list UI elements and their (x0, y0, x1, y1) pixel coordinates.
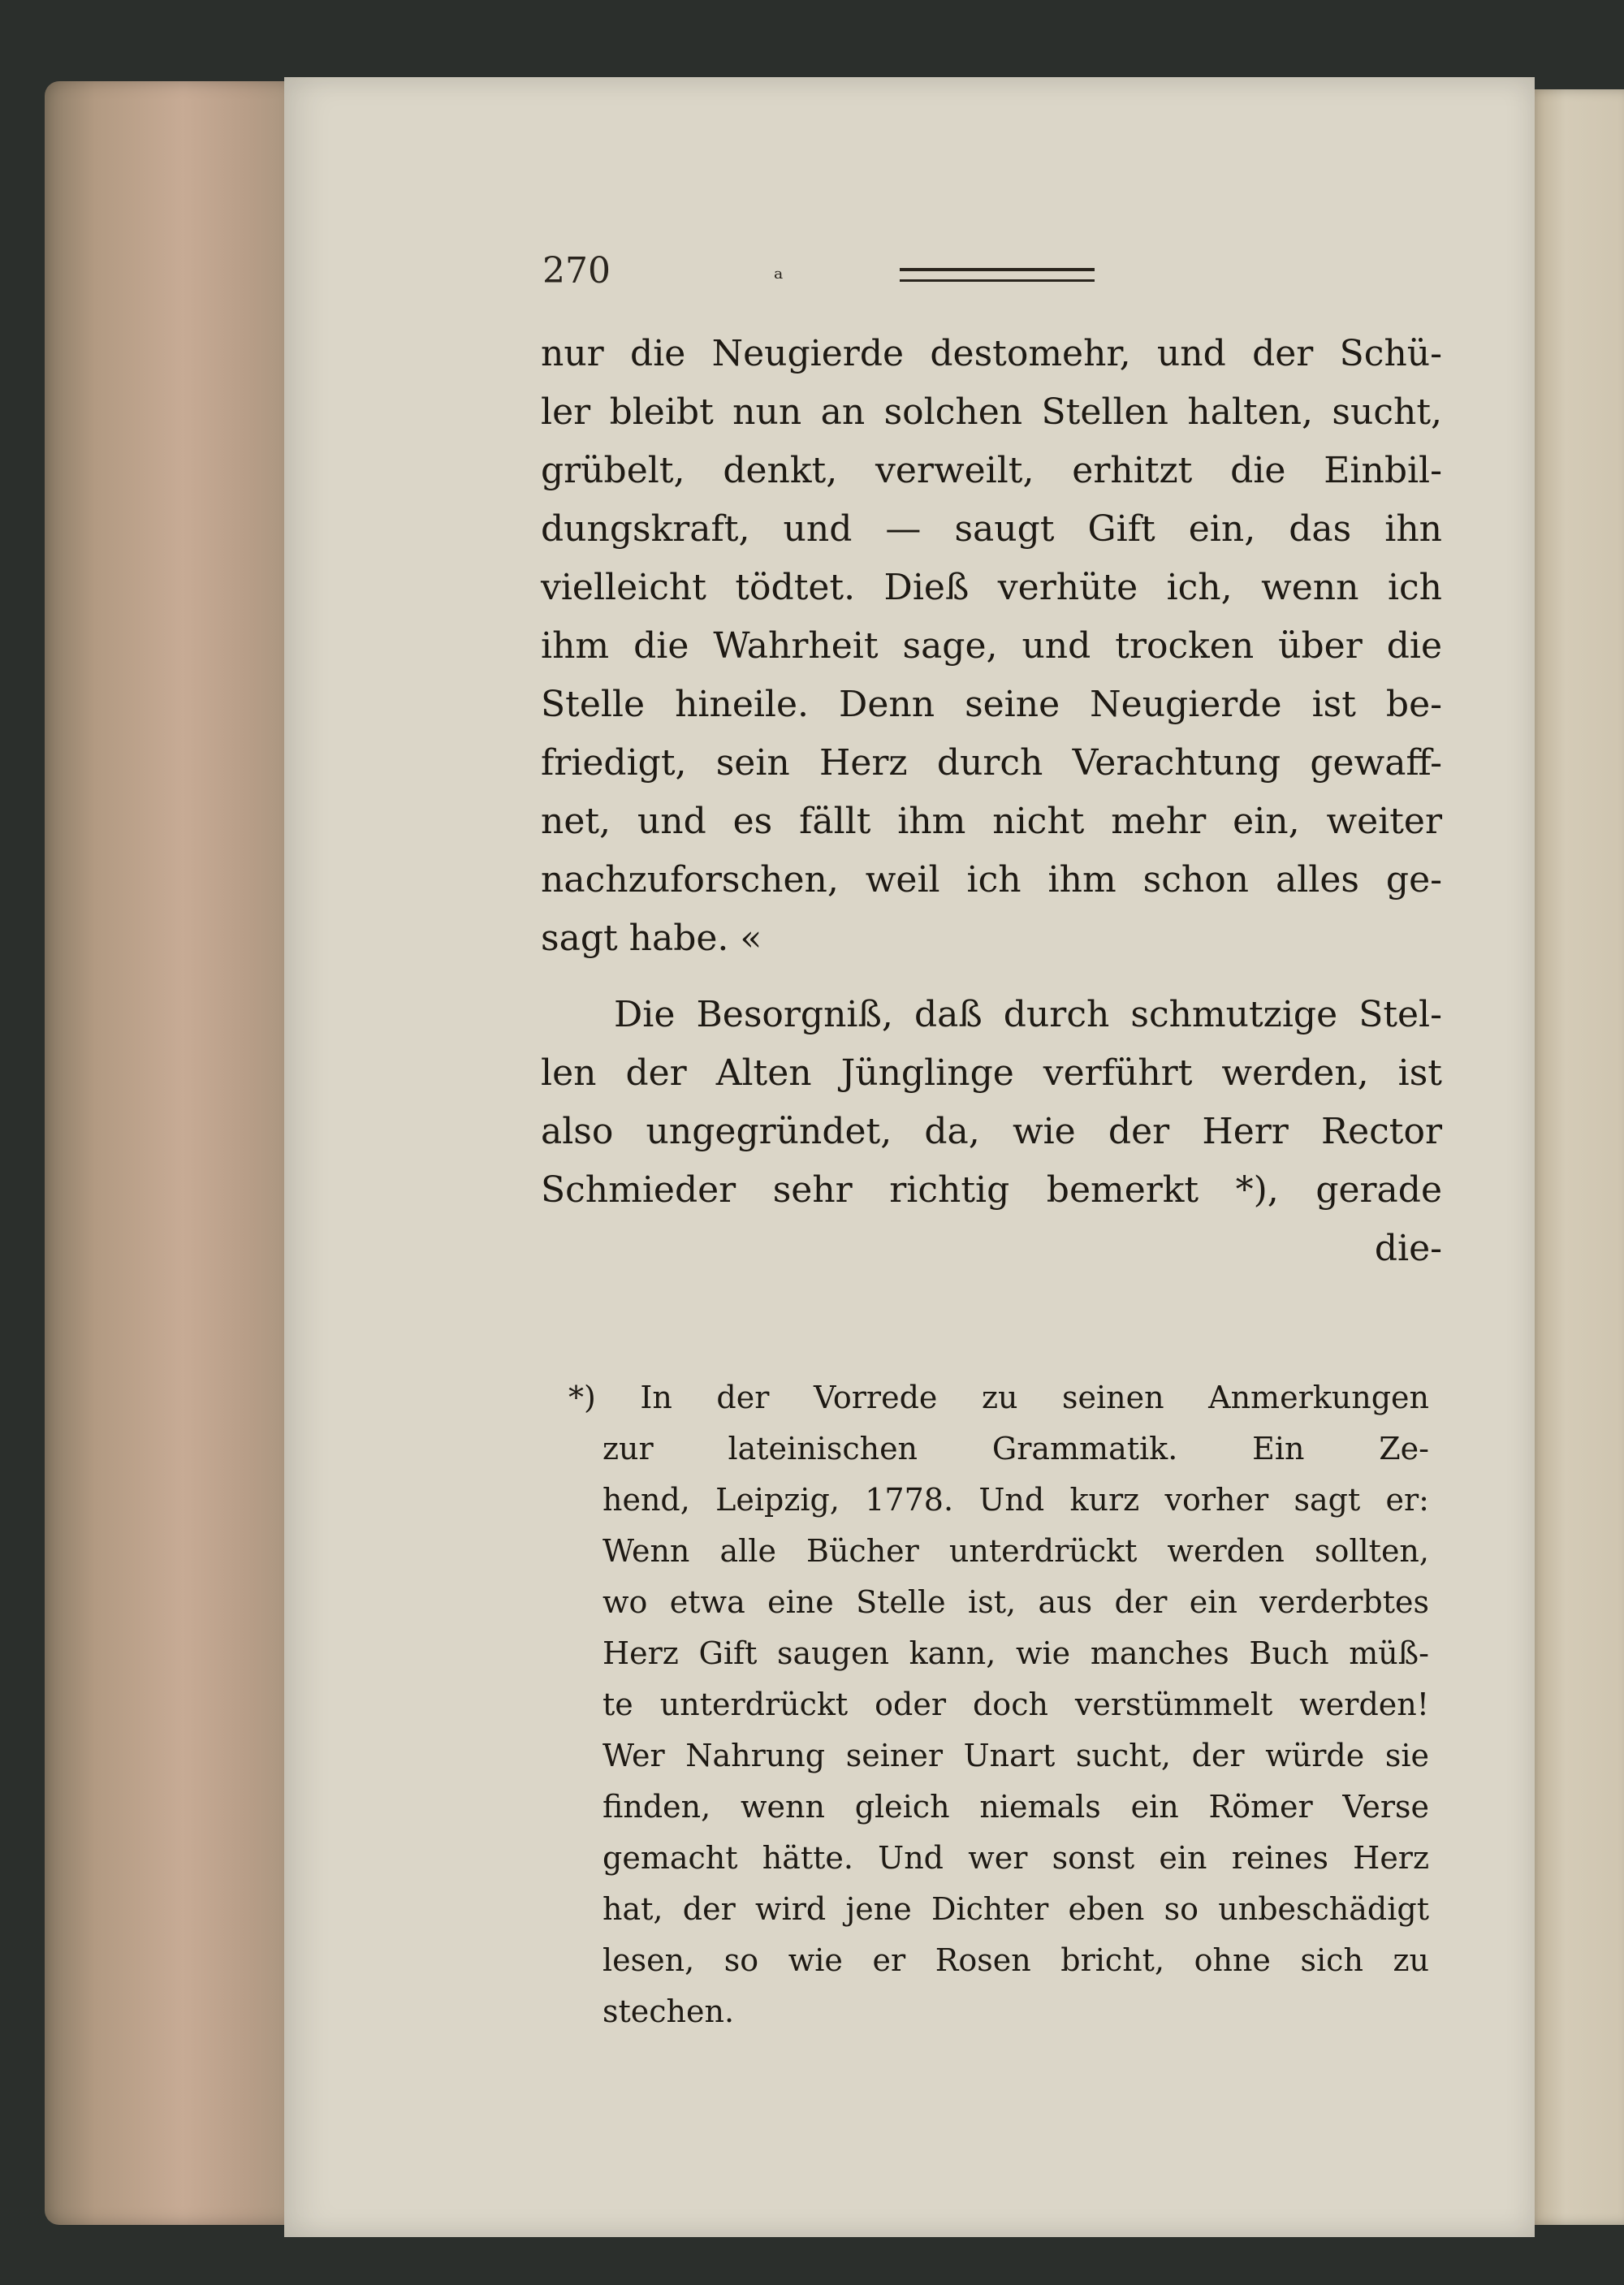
text-line: Schmieder sehr richtig bemerkt *), gerade (541, 1169, 1442, 1211)
text-line: nachzuforschen, weil ich ihm schon alles ge- (541, 859, 1442, 901)
text-line: also ungegründet, da, wie der Herr Rector (541, 1111, 1442, 1152)
footnote-line: Herz Gift saugen kann, wie manches Buch müß- (603, 1635, 1429, 1671)
catchword: die- (1374, 1228, 1442, 1269)
text-line: ler bleibt nun an solchen Stellen halten, sucht, (541, 391, 1442, 433)
footnote-line: stechen. (603, 1993, 735, 2029)
header-rule (900, 268, 1095, 282)
page-header (542, 250, 1436, 299)
text-line: vielleicht tödtet. Dieß verhüte ich, wenn ich (541, 567, 1442, 608)
text-line: Stelle hineile. Denn seine Neugierde ist be- (541, 684, 1442, 725)
footnote-line: *) In der Vorrede zu seinen Anmerkungen (568, 1380, 1429, 1415)
footnote-line: zur lateinischen Grammatik. Ein Ze- (603, 1431, 1429, 1466)
footnote-line: Wer Nahrung seiner Unart sucht, der würde sie (603, 1738, 1429, 1773)
text-line: sagt habe. « (541, 918, 762, 959)
main-text (541, 325, 1442, 1278)
text-line: dungskraft, und — saugt Gift ein, das ihn (541, 508, 1442, 550)
footnote-line: Wenn alle Bücher unterdrückt werden sollten, (603, 1533, 1429, 1569)
text-line: Die Besorgniß, daß durch schmutzige Stel- (614, 994, 1442, 1035)
text-line: len der Alten Jünglinge verführt werden, ist (541, 1052, 1442, 1094)
footnote-line: finden, wenn gleich niemals ein Römer Verse (603, 1789, 1429, 1825)
footnote-line: te unterdrückt oder doch verstümmelt werden! (603, 1687, 1429, 1722)
footnote-line: hend, Leipzig, 1778. Und kurz vorher sagt er: (603, 1482, 1429, 1518)
header-mark: ₐ (774, 257, 784, 285)
footnote-line: gemacht hätte. Und wer sonst ein reines Herz (603, 1840, 1429, 1876)
book-page-edges (45, 81, 296, 2225)
footnote-line: hat, der wird jene Dichter eben so unbeschädigt (603, 1891, 1429, 1927)
text-line: grübelt, denkt, verweilt, erhitzt die Einbil- (541, 450, 1442, 491)
facing-page-edge (1527, 89, 1624, 2225)
footnote-line: lesen, so wie er Rosen bricht, ohne sich zu (603, 1942, 1429, 1978)
text-line: nur die Neugierde destomehr, und der Schü- (541, 333, 1442, 374)
text-line: net, und es fällt ihm nicht mehr ein, weiter (541, 801, 1442, 842)
page-number: 270 (542, 250, 611, 292)
text-line: ihm die Wahrheit sage, und trocken über die (541, 625, 1442, 667)
footnote (568, 1372, 1429, 2037)
footnote-line: wo etwa eine Stelle ist, aus der ein verderbtes (603, 1584, 1429, 1620)
text-line: friedigt, sein Herz durch Verachtung gewaff- (541, 742, 1442, 784)
